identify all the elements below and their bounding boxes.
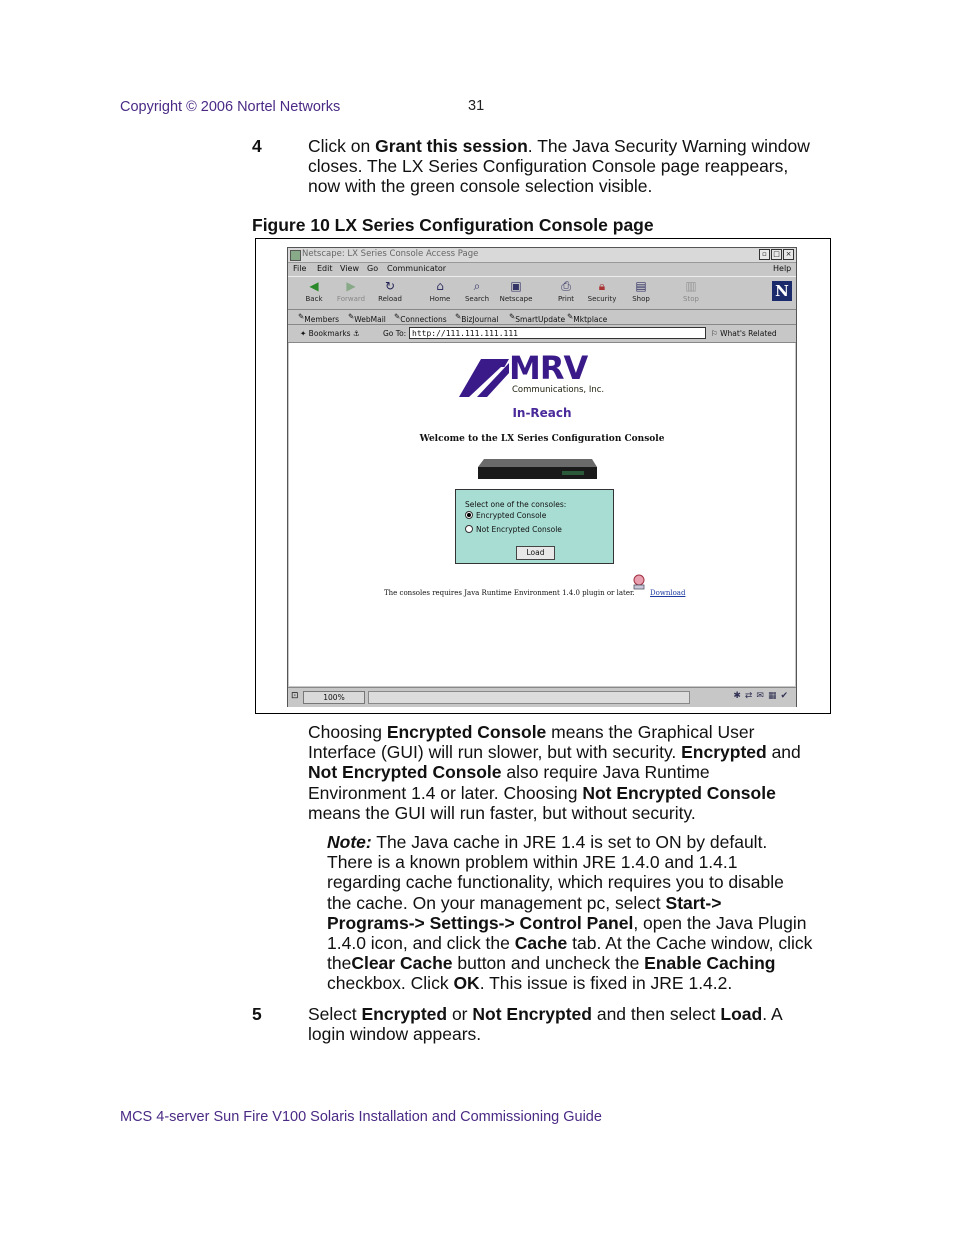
jre-requirement-note: The consoles requires Java Runtime Environment 1.4.0 plugin or later. (384, 589, 635, 597)
step-4-number: 4 (252, 136, 262, 156)
text-line: Select Encrypted or Not Encrypted and then select Load. A (308, 1004, 783, 1024)
menu-view[interactable]: View (340, 264, 359, 273)
text-line: means the GUI will run faster, but without security. (308, 802, 696, 823)
welcome-heading: Welcome to the LX Series Configuration Console (419, 434, 665, 444)
menu-communicator[interactable]: Communicator (387, 264, 447, 273)
whats-related-button[interactable]: ⚐ What's Related (711, 329, 777, 338)
option-encrypted-console[interactable]: Encrypted Console (465, 511, 546, 520)
step-5-text (308, 1004, 838, 1044)
page-number: 31 (468, 98, 485, 114)
bookmark-members[interactable]: ✎ Members (298, 312, 340, 324)
text-line: Choosing Encrypted Console means the Graphical User (308, 722, 755, 742)
menu-bar (288, 263, 796, 275)
footer-title: MCS 4-server Sun Fire V100 Solaris Installation and Commissioning Guide (120, 1109, 602, 1125)
printer-icon: ⎙ (561, 279, 571, 293)
bookmark-bizjournal[interactable]: ✎ BizJournal (455, 312, 499, 324)
security-lock-icon[interactable]: ⊡ (291, 691, 299, 701)
figure-caption: Figure 10 LX Series Configuration Console page (252, 215, 654, 235)
step-4-text (308, 136, 838, 197)
menu-edit[interactable]: Edit (317, 264, 333, 273)
menu-help[interactable]: Help (773, 264, 792, 273)
back-arrow-icon: ◀ (309, 279, 319, 293)
window-menu-icon[interactable] (290, 250, 301, 261)
text-line: regarding cache functionality, which requires you to disable (327, 872, 784, 893)
text-line: closes. The LX Series Configuration Console page reappears, (308, 156, 789, 177)
forward-button[interactable]: ▶ Forward (336, 279, 366, 303)
bookmark-webmail[interactable]: ✎ WebMail (348, 312, 386, 324)
radio-encrypted[interactable] (465, 511, 473, 519)
console-selection-panel (455, 489, 614, 564)
shop-button[interactable]: ▤ Shop (632, 279, 650, 303)
netscape-logo: N (772, 281, 792, 301)
select-prompt: Select one of the consoles: (465, 500, 567, 509)
text-line: Click on Grant this session. The Java Security Warning window (308, 136, 810, 156)
url-input[interactable]: http://111.111.111.111 (409, 327, 706, 339)
stop-icon: ▥ (685, 279, 697, 293)
java-cache-note (327, 832, 837, 994)
text-line: The Java cache in JRE 1.4 is set to ON by default. (371, 832, 768, 852)
text-line: Not Encrypted Console also require Java Runtime (308, 762, 710, 783)
security-button[interactable]: 🔒︎ Security (587, 279, 617, 303)
page-content (289, 343, 795, 686)
text-line: now with the green console selection visible. (308, 176, 653, 197)
mrv-wordmark: MRV (509, 349, 588, 387)
mrv-subtitle: Communications, Inc. (512, 385, 605, 395)
option-not-encrypted-console[interactable]: Not Encrypted Console (465, 525, 562, 534)
goto-label: Go To: (383, 329, 407, 338)
window-titlebar[interactable] (288, 248, 796, 263)
reload-icon: ↻ (384, 279, 396, 293)
text-line: theClear Cache button and uncheck the Enable Caching (327, 953, 776, 974)
text-line: login window appears. (308, 1024, 482, 1045)
status-bar (288, 687, 796, 707)
shopping-bag-icon: ▤ (635, 279, 647, 293)
text-line: Environment 1.4 or later. Choosing Not Encrypted Console (308, 782, 776, 803)
menu-go[interactable]: Go (367, 264, 379, 273)
print-button[interactable]: ⎙ Print (557, 279, 575, 303)
bookmark-mktplace[interactable]: ✎ Mktplace (567, 312, 608, 324)
text-line: There is a known problem within JRE 1.4.0 and 1.4.1 (327, 852, 738, 873)
text-line: Interface (GUI) will run slower, but with security. Encrypted and (308, 742, 801, 763)
note-label: Note: (327, 832, 372, 852)
back-button[interactable]: ◀ Back (305, 279, 323, 303)
maximize-icon[interactable]: □ (771, 249, 782, 260)
netscape-icon: ▣ (510, 279, 522, 293)
forward-arrow-icon: ▶ (346, 279, 356, 293)
search-button[interactable]: ⌕ Search (464, 279, 490, 303)
bookmark-smartupdate[interactable]: ✎ SmartUpdate (509, 312, 566, 324)
console-explanation (308, 722, 838, 823)
netscape-button[interactable]: ▣ Netscape (499, 279, 533, 303)
note-body (327, 832, 812, 993)
bookmarks-button[interactable]: ✦ Bookmarks ⚓ (300, 329, 360, 338)
download-link[interactable]: Download (650, 589, 686, 597)
home-button[interactable]: ⌂ Home (429, 279, 451, 303)
text-line: the cache. On your management pc, select Start-> (327, 892, 722, 913)
window-title: Netscape: LX Series Console Access Page (302, 249, 479, 259)
bookmark-connections[interactable]: ✎ Connections (394, 312, 447, 324)
status-field (368, 691, 690, 704)
netscape-window (287, 247, 797, 707)
step-5-number: 5 (252, 1004, 262, 1024)
home-icon: ⌂ (436, 279, 444, 293)
navigation-toolbar (288, 276, 796, 310)
header-copyright: Copyright © 2006 Nortel Networks (120, 99, 341, 115)
text-line: Programs-> Settings-> Control Panel, open the Java Plugin (327, 912, 807, 933)
personal-toolbar (288, 309, 796, 325)
text-line: 1.4.0 icon, and click the Cache tab. At the Cache window, click (327, 933, 813, 954)
minimize-icon[interactable]: ▫ (759, 249, 770, 260)
menu-file[interactable]: File (293, 264, 307, 273)
text-line: checkbox. Click OK. This issue is fixed in JRE 1.4.2. (327, 973, 733, 994)
location-toolbar (288, 325, 796, 343)
lock-icon: 🔒︎ (598, 279, 606, 293)
component-bar-icons[interactable]: ✱⇄✉▦✔ (733, 691, 792, 701)
in-reach-title: In-Reach (512, 406, 572, 420)
reload-button[interactable]: ↻ Reload (378, 279, 402, 303)
stop-button[interactable]: ▥ Stop (683, 279, 699, 303)
close-icon[interactable]: × (783, 249, 794, 260)
search-icon: ⌕ (473, 279, 481, 293)
load-button[interactable]: Load (516, 546, 555, 560)
radio-not-encrypted[interactable] (465, 525, 473, 533)
java-download-icon[interactable] (631, 574, 647, 590)
zoom-level: 100% (303, 691, 365, 704)
lx-device-image (476, 457, 598, 481)
